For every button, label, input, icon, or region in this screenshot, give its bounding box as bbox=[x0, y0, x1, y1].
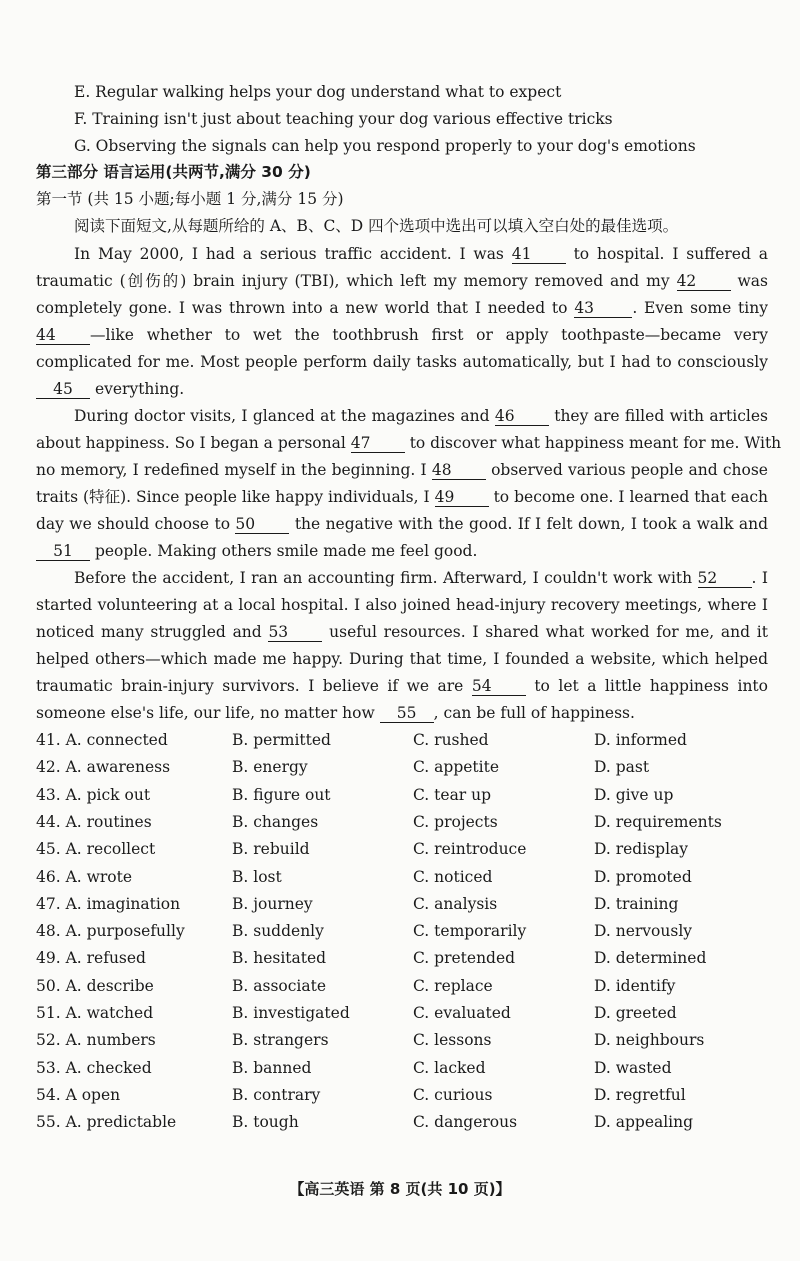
question-52-option-b: B. strangers bbox=[232, 1031, 329, 1049]
question-50-option-c: C. replace bbox=[413, 977, 493, 995]
option-f: F. Training isn't just about teaching your dog various effective tricks bbox=[74, 110, 613, 128]
question-44-option-d: D. requirements bbox=[594, 813, 722, 831]
passage-line: Before the accident, I ran an accounting firm. Afterward, I couldn't work with 52 . I bbox=[74, 569, 768, 587]
question-44-option-a: 44. A. routines bbox=[36, 813, 152, 831]
question-54-option-c: C. curious bbox=[413, 1086, 493, 1104]
question-51-option-a: 51. A. watched bbox=[36, 1004, 154, 1022]
passage-line: 45 everything. bbox=[36, 377, 768, 401]
question-50-option-b: B. associate bbox=[232, 977, 327, 995]
question-43-option-d: D. give up bbox=[594, 786, 674, 804]
blank-44: 44 bbox=[36, 326, 90, 345]
question-42-option-d: D. past bbox=[594, 758, 650, 776]
question-41-option-d: D. informed bbox=[594, 731, 687, 749]
blank-55: 55 bbox=[380, 704, 434, 723]
question-51-option-c: C. evaluated bbox=[413, 1004, 511, 1022]
question-55-option-d: D. appealing bbox=[594, 1113, 694, 1131]
blank-54: 54 bbox=[472, 677, 526, 696]
question-54-option-b: B. contrary bbox=[232, 1086, 321, 1104]
question-47-option-b: B. journey bbox=[232, 895, 313, 913]
option-e: E. Regular walking helps your dog understand what to expect bbox=[74, 83, 562, 101]
question-54-option-a: 54. A open bbox=[36, 1086, 121, 1104]
blank-48: 48 bbox=[432, 461, 486, 480]
blank-49: 49 bbox=[435, 488, 489, 507]
passage-line: completely gone. I was thrown into a new world that I needed to 43 . Even some tiny bbox=[36, 299, 768, 317]
question-49-option-b: B. hesitated bbox=[232, 949, 327, 967]
passage-line: traumatic (创伤的) brain injury (TBI), which left my memory removed and my 42 was bbox=[36, 272, 768, 290]
passage-line: complicated for me. Most people perform daily tasks automatically, but I had to consciously bbox=[36, 353, 768, 371]
question-49-option-a: 49. A. refused bbox=[36, 949, 146, 967]
blank-46: 46 bbox=[495, 407, 549, 426]
question-49-option-d: D. determined bbox=[594, 949, 707, 967]
blank-50: 50 bbox=[235, 515, 289, 534]
question-45-option-b: B. rebuild bbox=[232, 840, 310, 858]
passage-line: During doctor visits, I glanced at the magazines and 46 they are filled with articles bbox=[74, 407, 768, 425]
question-55-option-b: B. tough bbox=[232, 1113, 299, 1131]
passage-line: someone else's life, our life, no matter how 55 , can be full of happiness. bbox=[36, 704, 635, 722]
question-44-option-b: B. changes bbox=[232, 813, 319, 831]
blank-52: 52 bbox=[698, 569, 752, 588]
question-52-option-c: C. lessons bbox=[413, 1031, 492, 1049]
question-55-option-c: C. dangerous bbox=[413, 1113, 518, 1131]
question-51-option-b: B. investigated bbox=[232, 1004, 350, 1022]
question-53-option-b: B. banned bbox=[232, 1059, 312, 1077]
option-g: G. Observing the signals can help you respond properly to your dog's emotions bbox=[74, 137, 696, 155]
passage-line: 51 people. Making others smile made me feel good. bbox=[36, 539, 768, 563]
blank-53: 53 bbox=[268, 623, 322, 642]
question-46-option-a: 46. A. wrote bbox=[36, 868, 133, 886]
question-53-option-c: C. lacked bbox=[413, 1059, 486, 1077]
passage-line: day we should choose to 50 the negative with the good. If I felt down, I took a walk and bbox=[36, 515, 768, 533]
question-48-option-b: B. suddenly bbox=[232, 922, 324, 940]
blank-43: 43 bbox=[574, 299, 632, 318]
blank-41: 41 bbox=[512, 245, 566, 264]
question-52-option-d: D. neighbours bbox=[594, 1031, 705, 1049]
question-43-option-c: C. tear up bbox=[413, 786, 492, 804]
question-52-option-a: 52. A. numbers bbox=[36, 1031, 156, 1049]
question-51-option-d: D. greeted bbox=[594, 1004, 677, 1022]
question-53-option-d: D. wasted bbox=[594, 1059, 672, 1077]
blank-45: 45 bbox=[36, 380, 90, 399]
question-43-option-b: B. figure out bbox=[232, 786, 331, 804]
question-46-option-d: D. promoted bbox=[594, 868, 692, 886]
question-44-option-c: C. projects bbox=[413, 813, 498, 831]
question-48-option-c: C. temporarily bbox=[413, 922, 527, 940]
question-41-option-b: B. permitted bbox=[232, 731, 331, 749]
passage-line: started volunteering at a local hospital. I also joined head-injury recovery meetings, where I bbox=[36, 596, 768, 614]
blank-42: 42 bbox=[677, 272, 731, 291]
question-50-option-a: 50. A. describe bbox=[36, 977, 154, 995]
question-42-option-a: 42. A. awareness bbox=[36, 758, 171, 776]
question-54-option-d: D. regretful bbox=[594, 1086, 686, 1104]
question-45-option-d: D. redisplay bbox=[594, 840, 689, 858]
question-46-option-c: C. noticed bbox=[413, 868, 493, 886]
question-47-option-a: 47. A. imagination bbox=[36, 895, 181, 913]
question-48-option-d: D. nervously bbox=[594, 922, 693, 940]
passage-line: 44 —like whether to wet the toothbrush first or apply toothpaste—became very bbox=[36, 326, 768, 344]
blank-51: 51 bbox=[36, 542, 90, 561]
question-42-option-c: C. appetite bbox=[413, 758, 500, 776]
question-41-option-a: 41. A. connected bbox=[36, 731, 168, 749]
question-41-option-c: C. rushed bbox=[413, 731, 489, 749]
section1-title: 第一节 (共 15 小题;每小题 1 分,满分 15 分) bbox=[36, 190, 344, 208]
page-footer: 【高三英语 第 8 页(共 10 页)】 bbox=[289, 1180, 511, 1198]
question-43-option-a: 43. A. pick out bbox=[36, 786, 151, 804]
blank-47: 47 bbox=[351, 434, 405, 453]
passage-line: traumatic brain-injury survivors. I believe if we are 54 to let a little happiness into bbox=[36, 677, 768, 695]
passage-line: no memory, I redefined myself in the beginning. I 48 observed various people and chose bbox=[36, 461, 768, 479]
passage-line: noticed many struggled and 53 useful resources. I shared what worked for me, and it bbox=[36, 623, 768, 641]
passage-line: helped others—which made me happy. During that time, I founded a website, which helped bbox=[36, 650, 768, 668]
question-45-option-c: C. reintroduce bbox=[413, 840, 527, 858]
passage-line: about happiness. So I began a personal 47 to discover what happiness meant for me. With bbox=[36, 434, 782, 452]
question-53-option-a: 53. A. checked bbox=[36, 1059, 152, 1077]
passage-line: In May 2000, I had a serious traffic accident. I was 41 to hospital. I suffered a bbox=[74, 245, 768, 263]
part3-title: 第三部分 语言运用(共两节,满分 30 分) bbox=[36, 163, 311, 181]
question-47-option-c: C. analysis bbox=[413, 895, 498, 913]
question-45-option-a: 45. A. recollect bbox=[36, 840, 156, 858]
question-48-option-a: 48. A. purposefully bbox=[36, 922, 185, 940]
passage-line: traits (特征). Since people like happy individuals, I 49 to become one. I learned that each bbox=[36, 488, 768, 506]
question-42-option-b: B. energy bbox=[232, 758, 308, 776]
question-47-option-d: D. training bbox=[594, 895, 679, 913]
instruction: 阅读下面短文,从每题所给的 A、B、C、D 四个选项中选出可以填入空白处的最佳选项。 bbox=[74, 217, 679, 235]
question-55-option-a: 55. A. predictable bbox=[36, 1113, 177, 1131]
question-50-option-d: D. identify bbox=[594, 977, 676, 995]
question-49-option-c: C. pretended bbox=[413, 949, 516, 967]
question-46-option-b: B. lost bbox=[232, 868, 282, 886]
